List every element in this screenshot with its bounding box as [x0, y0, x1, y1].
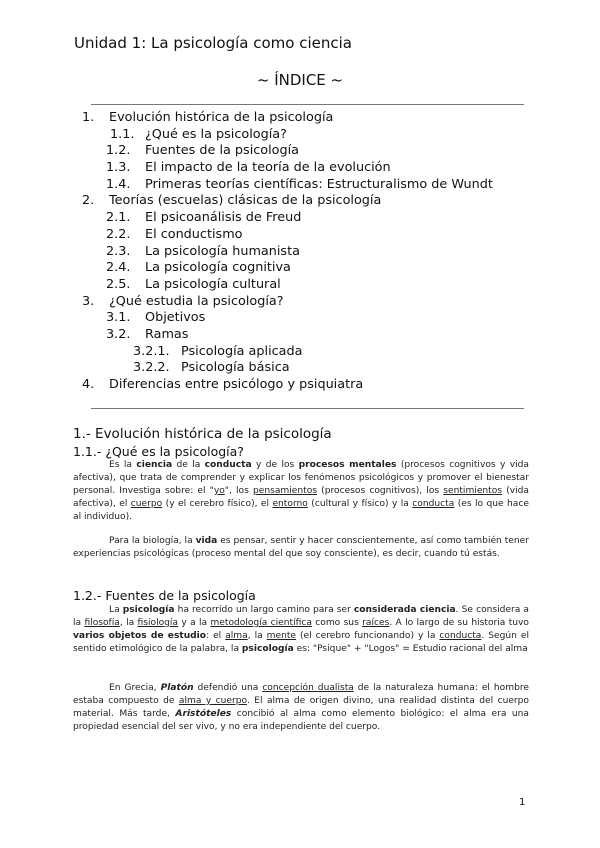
divider-top: [91, 104, 524, 105]
toc-item-label: Evolución histórica de la psicología: [109, 110, 334, 125]
table-of-contents: [0, 110, 600, 394]
page-number: 1: [519, 797, 526, 808]
toc-item-label: La psicología cognitiva: [145, 260, 291, 276]
text-run: y a la: [178, 617, 211, 628]
section-heading: 1.- Evolución histórica de la psicología: [73, 426, 332, 442]
text-run: defendió una: [193, 683, 263, 693]
text-run: es: "Psique" + "Logos" = Estudio racional del alma: [293, 643, 528, 654]
subsection-heading-2: 1.2.- Fuentes de la psicología: [73, 588, 256, 603]
toc-item: [0, 227, 600, 244]
document-title: Unidad 1: La psicología como ciencia: [74, 34, 352, 52]
paragraph-sources: [73, 604, 529, 656]
text-run: . Según el sentido etimológico de la palabra, la: [73, 630, 529, 654]
text-run: varios objetos de estudio: [73, 630, 207, 641]
text-run: psicología: [122, 605, 175, 615]
subsection-heading-1: 1.1.- ¿Qué es la psicología?: [73, 444, 244, 459]
toc-item-label: Primeras teorías científicas: Estructuralismo de Wundt: [145, 176, 493, 192]
divider-bottom: [91, 408, 524, 409]
toc-item-label: Diferencias entre psicólogo y psiquiatra: [109, 377, 364, 392]
toc-item-number: 3.1.: [106, 310, 131, 326]
toc-item: [0, 143, 600, 160]
toc-item: [0, 377, 600, 394]
text-run: (y el cerebro físico), el: [162, 498, 273, 509]
text-run: (vida afectiva), el: [73, 485, 529, 509]
toc-item: [0, 294, 600, 311]
text-run: de la naturaleza humana: el hombre estaba compuesto de: [73, 683, 529, 706]
text-run: concibió al alma como elemento biológico: el alma era una propiedad esencial del ser vivo, y no era independiente del cuerpo.: [73, 708, 529, 732]
text-run: procesos mentales: [298, 460, 397, 470]
paragraph-biology: [73, 535, 529, 561]
text-run: , la: [247, 630, 267, 641]
text-run: mente: [266, 630, 297, 641]
toc-item-number: 2.: [82, 193, 95, 209]
text-run: como sus: [311, 617, 363, 628]
text-run: vida: [195, 536, 218, 546]
text-run: psicología: [241, 643, 294, 654]
text-run: sentimientos: [443, 485, 503, 496]
paragraph-greece: [73, 682, 529, 734]
text-run: conducta: [439, 630, 482, 641]
text-run: ", los: [224, 485, 253, 496]
text-run: , la: [119, 617, 138, 628]
text-run: cuerpo: [130, 498, 163, 509]
text-run: entorno: [272, 498, 308, 509]
text-run: Es la: [109, 460, 137, 470]
toc-item-label: La psicología cultural: [145, 276, 281, 292]
toc-item: [0, 193, 600, 210]
toc-item-number: 3.2.: [106, 326, 131, 342]
toc-item: [0, 260, 600, 277]
toc-item: [0, 244, 600, 261]
toc-item-number: 4.: [82, 377, 95, 392]
toc-item: [0, 127, 600, 144]
text-run: Platón: [160, 683, 194, 693]
toc-item-label: Objetivos: [145, 310, 206, 326]
toc-item-label: ¿Qué es la psicología?: [145, 126, 287, 142]
text-run: En Grecia,: [109, 683, 161, 693]
text-run: conducta: [204, 460, 252, 470]
toc-item-label: ¿Qué estudia la psicología?: [109, 293, 284, 309]
text-run: de la: [172, 460, 205, 470]
text-run: (es lo que hace al individuo).: [73, 498, 529, 522]
toc-item: [0, 344, 600, 361]
text-run: . Se considera a la: [73, 605, 529, 628]
toc-item-label: Teorías (escuelas) clásicas de la psicología: [109, 193, 382, 209]
toc-item: [0, 360, 600, 377]
toc-item-label: El conductismo: [145, 226, 243, 242]
toc-item-label: La psicología humanista: [145, 243, 300, 259]
text-run: alma: [225, 630, 248, 641]
text-run: (el cerebro funcionando) y la: [296, 630, 440, 641]
toc-item-number: 3.2.1.: [133, 343, 170, 359]
text-run: es pensar, sentir y hacer conscientemente, así como también tener experiencias psicológicas (proceso mental del que soy consciente), es decir, cuando tú estás.: [73, 536, 530, 559]
text-run: : el: [206, 630, 226, 641]
text-run: filosofía: [84, 617, 120, 628]
toc-item-label: Fuentes de la psicología: [145, 143, 300, 159]
text-run: ciencia: [136, 460, 173, 470]
text-run: fisiología: [137, 617, 179, 628]
toc-item: [0, 277, 600, 294]
toc-item-number: 1.2.: [106, 143, 131, 159]
toc-item-number: 2.2.: [106, 226, 131, 242]
text-run: yo: [213, 485, 225, 496]
toc-item-label: El impacto de la teoría de la evolución: [145, 160, 391, 176]
text-run: (cultural y físico) y la: [307, 498, 413, 509]
toc-item-number: 2.1.: [106, 210, 131, 226]
toc-item: [0, 110, 600, 127]
text-run: . El alma de origen divino, una realidad distinta del cuerpo material. Más tarde,: [73, 695, 529, 719]
toc-item-number: 2.3.: [106, 243, 131, 259]
text-run: (procesos cognitivos), los: [317, 485, 444, 496]
text-run: considerada ciencia: [353, 605, 456, 615]
toc-item-label: Psicología básica: [181, 360, 290, 376]
toc-item-number: 3.: [82, 293, 95, 309]
toc-item: [0, 210, 600, 227]
toc-item: [0, 177, 600, 194]
toc-item-label: Psicología aplicada: [181, 343, 303, 359]
toc-item: [0, 160, 600, 177]
text-run: y de los: [251, 460, 299, 470]
text-run: (procesos cognitivos y vida afectiva), que trata de comprender y explicar los fenómenos psicológicos y promover el bienestar personal. Investiga sobre: el ": [73, 460, 529, 496]
text-run: ha recorrido un largo camino para ser: [174, 605, 354, 615]
text-run: pensamientos: [252, 485, 318, 496]
toc-item-label: Ramas: [145, 326, 189, 342]
toc-item-number: 1.4.: [106, 176, 131, 192]
text-run: Para la biología, la: [109, 536, 196, 546]
text-run: . A lo largo de su historia tuvo: [389, 617, 529, 628]
text-run: Aristóteles: [175, 708, 232, 719]
text-run: alma y cuerpo: [178, 695, 247, 706]
toc-item-number: 1.1.: [110, 126, 135, 142]
toc-item-number: 2.4.: [106, 260, 131, 276]
paragraph-definition: [73, 459, 529, 524]
text-run: metodología científica: [210, 617, 312, 628]
toc-item-number: 1.: [82, 110, 95, 125]
index-title: ~ ÍNDICE ~: [256, 71, 344, 89]
text-run: raíces: [362, 617, 390, 628]
toc-item-number: 1.3.: [106, 160, 131, 176]
toc-item: [0, 310, 600, 327]
text-run: conducta: [412, 498, 455, 509]
toc-item-number: 2.5.: [106, 276, 131, 292]
toc-item: [0, 327, 600, 344]
toc-item-number: 3.2.2.: [133, 360, 170, 376]
toc-item-label: El psicoanálisis de Freud: [145, 210, 302, 226]
text-run: concepción dualista: [262, 683, 354, 693]
text-run: La: [109, 605, 123, 615]
